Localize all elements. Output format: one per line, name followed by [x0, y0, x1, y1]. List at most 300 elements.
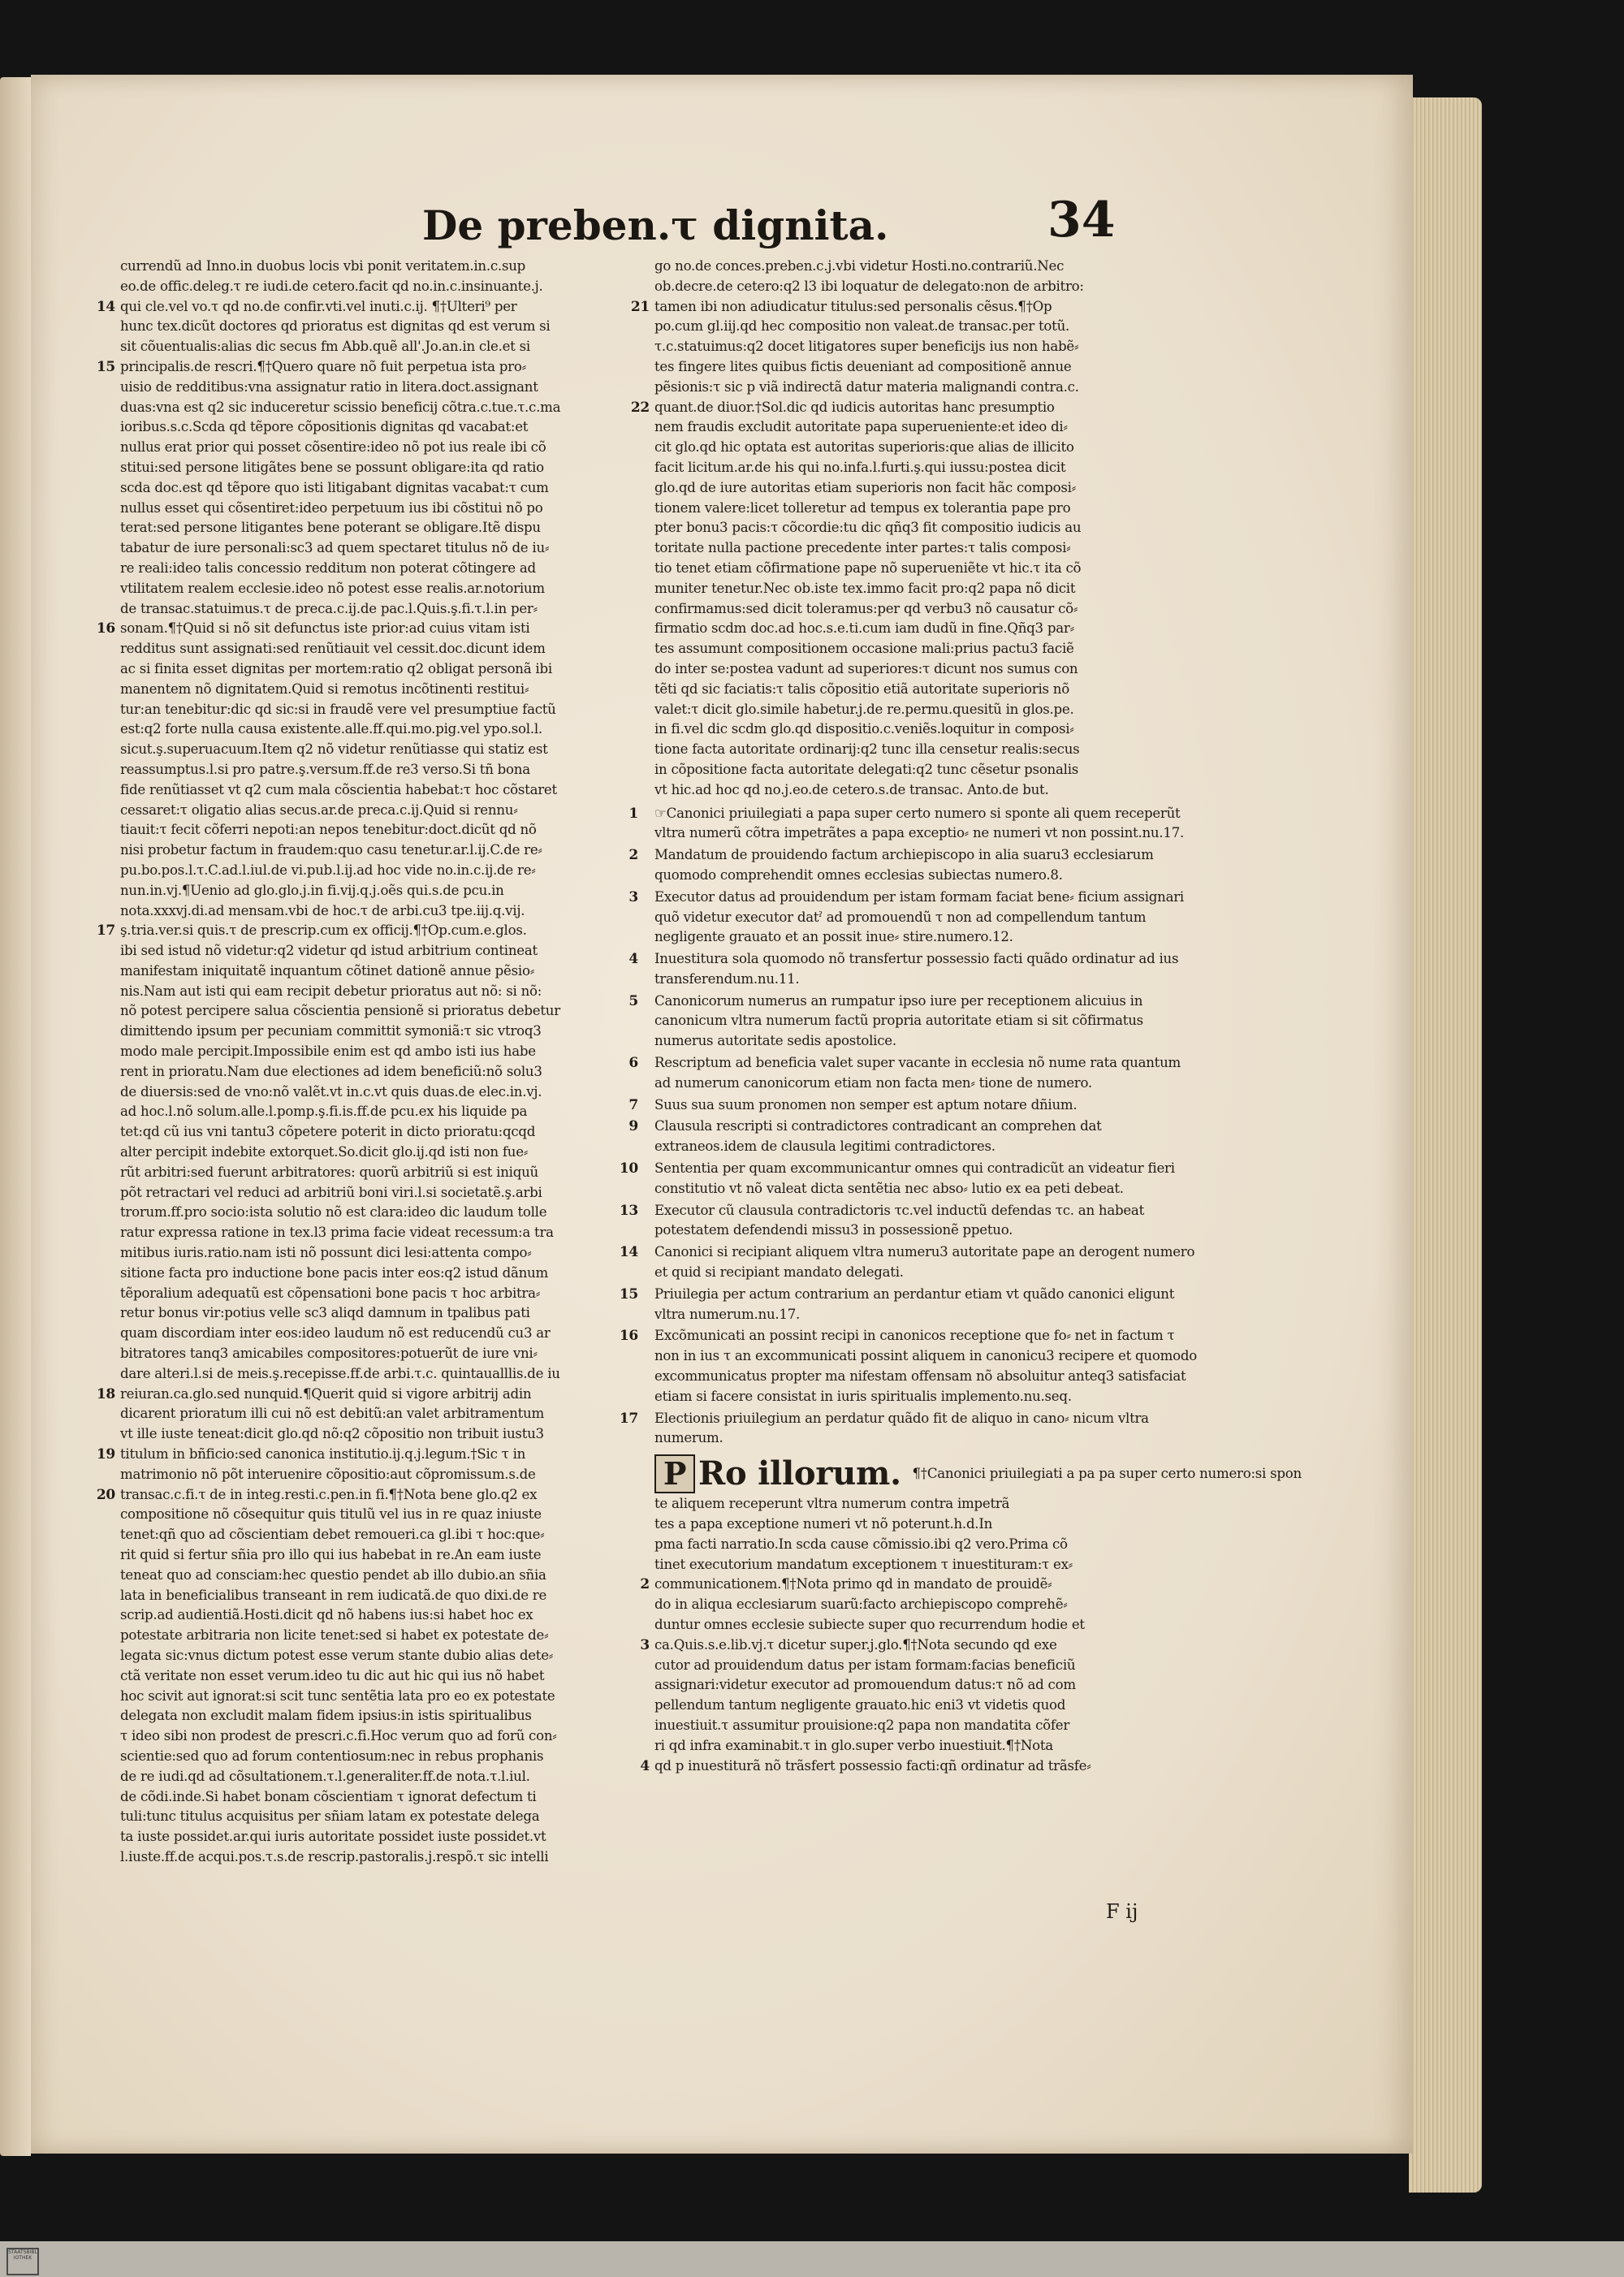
line-text: nun.in.vj.¶Uenio ad glo.glo.j.in fi.vij.q.j.oẽs qui.s.de pcu.in: [120, 882, 504, 898]
line-text: sicut.ş.superuacuum.Item q2 nõ videtur renũtiasse qui statiz est: [120, 741, 548, 758]
text-line: [654, 257, 1197, 277]
text-line: [120, 257, 637, 277]
right-text-column: [619, 257, 1302, 1776]
line-text: rũt arbitri:sed fuerunt arbitratores: quorũ arbitriũ si est iniquũ: [120, 1164, 538, 1180]
text-line: [120, 277, 637, 297]
summary-number: 9: [628, 1118, 638, 1135]
summary-item: [619, 1285, 1197, 1325]
summary-item: [619, 1242, 1197, 1283]
line-text: compositione nõ cõsequitur quis titulũ vel ius in re quaz iniuste: [120, 1506, 542, 1523]
gloss-number: 2: [640, 1576, 650, 1593]
text-line: [630, 398, 1197, 418]
summary-text: Canonicorum numerus an rumpatur ipso iure per receptionem alicuius in canonicum vltra numerum factũ propria autoritate etiam si sit cõfirmatus numerus autoritate sedis apostolice.: [654, 992, 1143, 1049]
line-text: qui cle.vel vo.τ qd no.de confir.vti.vel inuti.c.ij. ¶†Ulteri⁹ per: [120, 298, 517, 314]
text-line: [120, 378, 637, 398]
line-text: reiuran.ca.glo.sed nunquid.¶Querit quid si vigore arbitrij adin: [120, 1385, 532, 1402]
text-line: [640, 1635, 1197, 1656]
text-line: [120, 1847, 637, 1868]
text-line: [96, 921, 637, 941]
summary-number: 14: [619, 1244, 638, 1261]
line-text: currendũ ad Inno.in duobus locis vbi ponit veritatem.in.c.sup: [120, 258, 526, 274]
summary-number: 17: [619, 1410, 638, 1427]
line-text: ac si finita esset dignitas per mortem:ratio q2 obligat personã ibi: [120, 660, 552, 676]
text-line: [120, 639, 637, 659]
line-text: tinet executorium mandatum exceptionem τ inuestituram:τ ex⸗: [654, 1556, 1073, 1572]
text-line: [120, 317, 637, 337]
text-line: [96, 297, 637, 318]
line-text: nullus esset qui cõsentiret:ideo perpetuum ius ibi cõstitui nõ po: [120, 499, 543, 516]
line-text: glo.qd de iure autoritas etiam superioris non facit hãc composi⸗: [654, 479, 1076, 495]
line-text: pu.bo.pos.l.τ.C.ad.l.iul.de vi.pub.l.ij.ad hoc vide no.in.c.ij.de re⸗: [120, 862, 536, 878]
summary-text: Mandatum de prouidendo factum archiepiscopo in alia suaru3 ecclesiarum quomodo comprehendit omnes ecclesias subiectas numero.8.: [654, 847, 1154, 883]
text-line: [120, 1424, 637, 1445]
text-line: [654, 579, 1197, 599]
text-line: [120, 1223, 637, 1243]
line-text: facit licitum.ar.de his qui no.infa.l.furti.ş.qui iussu:postea dicit: [654, 459, 1066, 475]
text-line: [120, 1404, 637, 1424]
folio-number: 34: [1047, 192, 1116, 248]
line-text: duas:vna est q2 sic induceretur scissio beneficij cõtra.c.tue.τ.c.ma: [120, 399, 561, 415]
line-text: transac.c.fi.τ de in integ.resti.c.pen.in fi.¶†Nota bene glo.q2 ex: [120, 1486, 538, 1502]
line-text: pellendum tantum negligente grauato.hic eni3 vt videtis quod: [654, 1697, 1066, 1713]
text-line: [654, 1595, 1197, 1615]
line-text: scientie:sed quo ad forum contentiosum:nec in rebus prophanis: [120, 1748, 544, 1764]
line-text: tione facta autoritate ordinarij:q2 tunc illa censetur realis:secus: [654, 741, 1080, 758]
text-line: [120, 518, 637, 538]
summary-item: [628, 1095, 1197, 1116]
line-text: tẽti qd sic faciatis:τ talis cõpositio etiã autoritate superioris nõ: [654, 681, 1069, 697]
text-line: [654, 1716, 1197, 1736]
text-line: [120, 1264, 637, 1284]
text-line: [654, 1555, 1197, 1575]
summary-number: 2: [628, 847, 638, 864]
line-text: scda doc.est qd tẽpore quo isti litigabant dignitas vacabat:τ cum: [120, 479, 549, 495]
text-line: [120, 1706, 637, 1726]
text-line: [120, 659, 637, 680]
line-text: nisi probetur factum in fraudem:quo casu tenetur.ar.l.ij.C.de re⸗: [120, 842, 542, 858]
text-line: [120, 700, 637, 720]
line-text: po.cum gl.iij.qd hec compositio non valeat.de transac.per totũ.: [654, 318, 1070, 335]
line-text: ratur expressa ratione in tex.l3 prima facie videat recessum:a tra: [120, 1225, 554, 1241]
text-line: [120, 1465, 637, 1485]
gloss-number: 14: [96, 298, 115, 315]
line-text: est:q2 forte nulla causa existente.alle.ff.qui.mo.pig.vel ypo.sol.l.: [120, 721, 542, 737]
summary-number: 3: [628, 888, 638, 905]
summary-number: 4: [628, 951, 638, 968]
summary-item: [619, 1326, 1197, 1406]
line-text: eo.de offic.deleg.τ re iudi.de cetero.facit qd no.in.c.insinuante.j.: [120, 278, 543, 294]
line-text: tenet:qñ quo ad cõscientiam debet remoueri.ca gl.ibi τ hoc:que⸗: [120, 1527, 545, 1543]
line-text: dimittendo ipsum per pecuniam committit symoniã:τ sic vtroq3: [120, 1023, 542, 1039]
signature-mark: F ij: [1106, 1900, 1138, 1923]
summary-item: [628, 949, 1197, 990]
line-text: do inter se:postea vadunt ad superiores:τ dicunt nos sumus con: [654, 660, 1078, 676]
text-line: [654, 599, 1197, 620]
text-line: [654, 619, 1197, 639]
line-text: sonam.¶†Quid si nõ sit defunctus iste prior:ad cuius vitam isti: [120, 620, 530, 637]
gloss-number: 21: [630, 298, 650, 315]
summary-text: ☞Canonici priuilegiati a papa super certo numero si sponte ali quem receperũt vltra numerũ cõtra impetrãtes a papa exceptio⸗ ne numeri vt non possint.nu.17.: [654, 805, 1185, 841]
text-line: [120, 901, 637, 922]
summary-text: Electionis priuilegium an perdatur quãdo fit de aliquo in cano⸗ nicum vltra numerum.: [654, 1410, 1149, 1446]
line-text: trorum.ff.pro socio:ista solutio nõ est clara:ideo dic laudum tolle: [120, 1204, 547, 1221]
gloss-number: 16: [96, 620, 115, 637]
line-text: reassumptus.l.si pro patre.ş.versum.ff.de re3 verso.Si tñ bona: [120, 761, 530, 777]
text-line: [120, 680, 637, 700]
line-text: principalis.de rescri.¶†Quero quare nõ fuit perpetua ista pro⸗: [120, 358, 526, 374]
text-line: [120, 1767, 637, 1787]
text-line: [120, 1284, 637, 1304]
text-line: [120, 820, 637, 840]
summary-item: [619, 1409, 1197, 1450]
text-line: [120, 1586, 637, 1606]
book-page-edges: [1409, 97, 1482, 2193]
commentary-lines: [640, 1494, 1197, 1776]
line-text: matrimonio nõ põt interuenire cõpositio:aut cõpromissum.s.de: [120, 1466, 536, 1482]
line-text: retur bonus vir:potius velle sc3 aliqd damnum in tpalibus pati: [120, 1305, 530, 1321]
line-text: nullus erat prior qui posset cõsentire:ideo nõ pot ius reale ibi cõ: [120, 439, 546, 456]
text-line: [120, 1566, 637, 1586]
summary-number: 6: [628, 1055, 638, 1072]
line-text: vt ille iuste teneat:dicit glo.qd nõ:q2 cõpositio non tribuit iustu3: [120, 1426, 544, 1442]
text-line: [654, 378, 1197, 398]
text-line: [120, 801, 637, 821]
gloss-number: 4: [640, 1757, 650, 1774]
summary-text: Priuilegia per actum contrarium an perdantur etiam vt quãdo canonici eligunt vltra numerum.nu.17.: [654, 1285, 1175, 1322]
text-line: [120, 1827, 637, 1847]
line-text: in fi.vel dic scdm glo.qd dispositio.c.veniẽs.loquitur in composi⸗: [654, 721, 1074, 737]
line-text: de diuersis:sed de vno:nõ valẽt.vt in.c.vt quis duas.de elec.in.vj.: [120, 1083, 542, 1100]
text-line: [120, 1787, 637, 1808]
text-line: [654, 337, 1197, 357]
text-line: [654, 559, 1197, 579]
text-line: [96, 619, 637, 639]
gloss-number: 18: [96, 1385, 115, 1402]
line-text: ca.Quis.s.e.lib.vj.τ dicetur super.j.glo.¶†Nota secundo qd exe: [654, 1636, 1057, 1653]
gloss-number: 15: [96, 358, 115, 375]
decorated-initial: P: [654, 1454, 695, 1493]
line-text: nis.Nam aut isti qui eam recipit debetur prioratus aut nõ: si nõ:: [120, 983, 542, 999]
viewer-footer-bar: [0, 2241, 1624, 2277]
summary-item: [628, 888, 1197, 948]
text-line: [654, 357, 1197, 378]
summary-number: 10: [619, 1160, 638, 1177]
text-line: [120, 1143, 637, 1163]
line-text: pter bonu3 pacis:τ cõcordie:tu dic qñq3 fit compositio iudicis au: [654, 520, 1082, 536]
line-text: manifestam iniquitatẽ inquantum cõtinet dationẽ annue pẽsio⸗: [120, 962, 534, 979]
text-line: [654, 458, 1197, 478]
summary-text: Rescriptum ad beneficia valet super vacante in ecclesia nõ nume rata quantum ad numerum canonicorum etiam non facta men⸗ tione de numero.: [654, 1055, 1181, 1091]
section-heading: [654, 1454, 1302, 1494]
line-text: tẽporalium adequatũ est cõpensationi bone pacis τ hoc arbitra⸗: [120, 1285, 541, 1301]
text-line: [120, 1687, 637, 1707]
text-line: [654, 1736, 1197, 1756]
line-text: põt retractari vel reduci ad arbitriũ boni viri.l.si societatẽ.ş.arbi: [120, 1184, 542, 1200]
line-text: legata sic:vnus dictum potest esse verum stante dubio alias dete⸗: [120, 1647, 554, 1663]
text-line: [654, 499, 1197, 519]
line-text: ri qd infra examinabit.τ in glo.super verbo inuestiuit.¶†Nota: [654, 1737, 1053, 1753]
text-line: [120, 740, 637, 760]
facing-page-edge: [0, 77, 31, 2156]
line-text: nem fraudis excludit autoritate papa superueniente:et ideo di⸗: [654, 419, 1068, 435]
text-line: [120, 1102, 637, 1122]
line-text: mitibus iuris.ratio.nam isti nõ possunt dici lesi:attenta compo⸗: [120, 1245, 532, 1261]
summaries-list: [619, 804, 1197, 1450]
line-text: de re iudi.qd ad cõsultationem.τ.l.generaliter.ff.de nota.τ.l.iul.: [120, 1768, 530, 1784]
text-line: [654, 478, 1197, 499]
line-text: dicarent prioratum illi cui nõ est debitũ:an valet arbitramentum: [120, 1406, 544, 1422]
text-line: [120, 760, 637, 780]
line-text: fide renũtiasset vt q2 cum mala cõscientia habebat:τ hoc cõstaret: [120, 781, 557, 797]
text-line: [120, 1344, 637, 1364]
line-text: de cõdi.inde.Si habet bonam cõscientiam τ ignorat defectum ti: [120, 1788, 537, 1804]
text-line: [120, 1022, 637, 1042]
text-line: [120, 1626, 637, 1646]
line-text: cessaret:τ oligatio alias secus.ar.de preca.c.ij.Quid si rennu⸗: [120, 801, 518, 818]
line-text: de transac.statuimus.τ de preca.c.ij.de pac.l.Quis.ş.fi.τ.l.in per⸗: [120, 600, 538, 616]
text-line: [120, 941, 637, 961]
text-line: [654, 1514, 1197, 1535]
summary-text: Clausula rescripti si contradictores contradicant an comprehen dat extraneos.idem de clausula legitimi contradictores.: [654, 1118, 1102, 1155]
text-line: [120, 1243, 637, 1264]
text-line: [120, 780, 637, 801]
line-text: τ ideo sibi non prodest de prescri.c.fi.Hoc verum quo ad forũ con⸗: [120, 1728, 557, 1744]
summary-item: [628, 845, 1197, 886]
line-text: ta iuste possidet.ar.qui iuris autoritate possidet iuste possidet.vt: [120, 1829, 546, 1845]
line-text: communicationem.¶†Nota primo qd in mandato de prouidẽ⸗: [654, 1576, 1052, 1592]
line-text: alter percipit indebite extorquet.So.dicit glo.ij.qd isti non fue⸗: [120, 1144, 529, 1160]
text-line: [654, 1535, 1197, 1555]
text-line: [654, 317, 1197, 337]
line-text: tabatur de iure personali:sc3 ad quem spectaret titulus nõ de iu⸗: [120, 540, 550, 556]
text-line: [120, 1605, 637, 1626]
text-line: [654, 719, 1197, 740]
summary-item: [619, 1159, 1197, 1199]
summary-text: Canonici si recipiant aliquem vltra numeru3 autoritate pape an derogent numero et quid si recipiant mandato delegati.: [654, 1244, 1195, 1281]
text-line: [120, 1183, 637, 1203]
text-line: [654, 1675, 1197, 1696]
text-line: [120, 478, 637, 499]
line-text: dare alteri.l.si de meis.ş.recepisse.ff.de arbi.τ.c. quintaualllis.de iu: [120, 1365, 560, 1381]
text-line: [654, 538, 1197, 559]
gloss-number: 20: [96, 1486, 115, 1503]
line-text: stitui:sed persone litigãtes bene se possunt obligare:ita qd ratio: [120, 459, 544, 475]
line-text: go no.de conces.preben.c.j.vbi videtur Hosti.no.contrariũ.Nec: [654, 258, 1065, 274]
text-line: [630, 297, 1197, 318]
text-line: [654, 1615, 1197, 1635]
line-text: pma facti narratio.In scda cause cõmissio.ibi q2 vero.Prima cõ: [654, 1536, 1068, 1552]
text-line: [120, 961, 637, 982]
line-text: tiauit:τ fecit cõferri nepoti:an nepos tenebitur:doct.dicũt qd nõ: [120, 822, 537, 838]
line-text: pẽsionis:τ sic p viã indirectã datur materia malignandi contra.c.: [654, 378, 1079, 395]
text-line: [654, 700, 1197, 720]
text-line: [120, 1062, 637, 1082]
text-line: [120, 1163, 637, 1183]
text-line: [96, 1445, 637, 1465]
text-line: [120, 1122, 637, 1143]
text-line: [96, 357, 637, 378]
line-text: toritate nulla pactione precedente inter partes:τ talis composi⸗: [654, 540, 1071, 556]
summary-item: [619, 1201, 1197, 1242]
section-heading-gloss: ¶†Canonici priuilegiati a pa pa super certo numero:si spon: [912, 1466, 1302, 1482]
line-text: qd p inuestiturã nõ trãsfert possessio facti:qñ ordinatur ad trãsfe⸗: [654, 1757, 1091, 1774]
line-text: redditus sunt assignati:sed renũtiauit vel cessit.doc.dicunt idem: [120, 641, 546, 657]
summary-item: [628, 1117, 1197, 1157]
text-line: [120, 1807, 637, 1827]
line-text: tuli:tunc titulus acquisitus per sñiam latam ex potestate delega: [120, 1808, 540, 1825]
text-line: [120, 1364, 637, 1385]
summary-number: 16: [619, 1328, 638, 1345]
text-line: [120, 1203, 637, 1223]
text-line: [654, 639, 1197, 659]
line-text: rent in prioratu.Nam due electiones ad idem beneficiũ:nõ solu3: [120, 1063, 542, 1079]
line-text: quant.de diuor.†Sol.dic qd iudicis autoritas hanc presumptio: [654, 399, 1055, 415]
line-text: tet:qd cũ ius vni tantu3 cõpetere poterit in dicto prioratu:qcqd: [120, 1124, 536, 1140]
line-text: modo male percipit.Impossibile enim est qd ambo isti ius habe: [120, 1043, 536, 1060]
text-line: [120, 438, 637, 458]
line-text: do in aliqua ecclesiarum suarũ:facto archiepiscopo comprehẽ⸗: [654, 1596, 1068, 1613]
summary-text: Inuestitura sola quomodo nõ transfertur possessio facti quãdo ordinatur ad ius transferendum.nu.11.: [654, 951, 1179, 987]
summary-text: Excõmunicati an possint recipi in canonicos receptione que fo⸗ net in factum τ non in ius τ an excommunicati possint aliquem in canonicu3 recipere et quomodo excommunicatus propter ma nifestam offensam nõ absoluitur anteq3 satisfaciat etiam si facere consistat in iuris spiritualis implemento.nu.seq.: [654, 1328, 1197, 1404]
line-text: rit quid si fertur sñia pro illo qui ius habebat in re.An eam iuste: [120, 1547, 542, 1562]
gloss-number: 22: [630, 399, 650, 416]
text-line: [654, 780, 1197, 801]
text-line: [654, 659, 1197, 680]
line-text: manentem nõ dignitatem.Quid si remotus incõtinenti restitui⸗: [120, 681, 529, 697]
line-text: hoc scivit aut ignorat:si scit tunc sentẽtia lata pro eo ex potestate: [120, 1687, 555, 1704]
line-text: sitione facta pro inductione bone pacis inter eos:q2 istud dãnum: [120, 1264, 548, 1281]
line-text: vtilitatem realem ecclesie.ideo nõ potest esse realis.ar.notorium: [120, 580, 545, 596]
line-text: l.iuste.ff.de acqui.pos.τ.s.de rescrip.pastoralis.j.respõ.τ sic intelli: [120, 1848, 549, 1864]
text-line: [120, 579, 637, 599]
text-line: [120, 861, 637, 881]
line-text: ad hoc.l.nõ solum.alle.l.pomp.ş.fi.is.ff.de pcu.ex his liquide pa: [120, 1104, 528, 1120]
line-text: ctã veritate non esset verum.ideo tu dic aut hic qui ius nõ habet: [120, 1667, 545, 1683]
line-text: ob.decre.de cetero:q2 l3 ibi loquatur de delegato:non de arbitro:: [654, 278, 1084, 294]
line-text: confirmamus:sed dicit toleramus:per qd verbu3 nõ causatur cõ⸗: [654, 600, 1078, 616]
gloss-number: 3: [640, 1636, 650, 1653]
line-text: hunc tex.dicũt doctores qd prioratus est dignitas qd est verum si: [120, 318, 551, 335]
right-column-gloss: [630, 257, 1197, 801]
text-line: [640, 1575, 1197, 1595]
text-line: [654, 740, 1197, 760]
summary-item: [628, 992, 1197, 1052]
line-text: sit cõuentualis:alias dic secus fm Abb.quẽ all'.Jo.an.in cle.et si: [120, 339, 530, 355]
summary-text: Executor cũ clausula contradictoris τc.vel inductũ defendas τc. an habeat potestatem defendendi missu3 in possessionẽ ppetuo.: [654, 1202, 1144, 1238]
text-line: [120, 538, 637, 559]
text-line: [120, 1666, 637, 1687]
text-line: [120, 1505, 637, 1525]
line-text: scrip.ad audientiã.Hosti.dicit qd nõ habens ius:si habet hoc ex: [120, 1607, 533, 1623]
summary-text: Sententia per quam excommunicantur omnes qui contradicũt an videatur fieri constitutio vt nõ valeat dicta sentẽtia nec abso⸗ lutio ex ea peti debeat.: [654, 1160, 1175, 1196]
text-line: [120, 1042, 637, 1062]
text-line: [120, 1303, 637, 1324]
line-text: vt hic.ad hoc qd no.j.eo.de cetero.s.de transac. Anto.de but.: [654, 781, 1049, 797]
text-line: [120, 1646, 637, 1666]
text-line: [640, 1756, 1197, 1777]
line-text: delegata non excludit malam fidem ipsius:in istis spiritualibus: [120, 1708, 532, 1724]
line-text: inuestiuit.τ assumitur prouisione:q2 papa non mandatita cõfer: [654, 1717, 1070, 1733]
text-line: [654, 1656, 1197, 1676]
text-line: [120, 1545, 637, 1566]
line-text: in cõpositione facta autoritate delegati:q2 tunc cẽsetur psonalis: [654, 761, 1079, 777]
line-text: valet:τ dicit glo.simile habetur.j.de re.permu.quesitũ in glos.pe.: [654, 701, 1074, 717]
line-text: potestate arbitraria non licite tenet:sed si habet ex potestate de⸗: [120, 1627, 549, 1644]
line-text: cit glo.qd hic optata est autoritas superioris:que alias de illicito: [654, 439, 1074, 456]
text-line: [654, 760, 1197, 780]
line-text: nõ potest percipere salua cõscientia pensionẽ si prioratus debetur: [120, 1003, 560, 1019]
line-text: ş.tria.ver.si quis.τ de prescrip.cum ex officij.¶†Op.cum.e.glos.: [120, 922, 527, 939]
summary-number: 7: [628, 1096, 638, 1113]
line-text: lata in beneficialibus transeant in rem iudicatã.de quo dixi.de re: [120, 1587, 547, 1603]
line-text: uisio de redditibus:vna assignatur ratio in litera.doct.assignant: [120, 378, 538, 395]
gloss-number: 17: [96, 922, 115, 940]
text-line: [120, 719, 637, 740]
text-line: [654, 417, 1197, 438]
line-text: cutor ad prouidendum datus per istam formam:facias beneficiũ: [654, 1657, 1076, 1673]
summary-number: 5: [628, 992, 638, 1009]
line-text: ibi sed istud nõ videtur:q2 videtur qd istud arbitrium contineat: [120, 943, 538, 959]
line-text: bitratores tanq3 amicabiles compositores:potuerũt de iure vni⸗: [120, 1346, 538, 1362]
text-line: [120, 1324, 637, 1344]
line-text: nota.xxxvj.di.ad mensam.vbi de hoc.τ de arbi.cu3 tpe.iij.q.vij.: [120, 902, 525, 918]
line-text: quam discordiam inter eos:ideo laudum nõ est reducendũ cu3 ar: [120, 1325, 551, 1342]
line-text: tes assumunt compositionem occasione mali:prius pactu3 faciẽ: [654, 641, 1074, 657]
summary-item: [628, 1053, 1197, 1094]
text-line: [654, 518, 1197, 538]
text-line: [120, 881, 637, 901]
line-text: teneat quo ad consciam:hec questio pendet ab illo dubio.an sñia: [120, 1566, 546, 1583]
summary-item: [628, 804, 1197, 845]
line-text: tes a papa exceptione numeri vt nõ poterunt.h.d.In: [654, 1516, 993, 1532]
text-line: [654, 1494, 1197, 1514]
line-text: tamen ibi non adiudicatur titulus:sed personalis cẽsus.¶†Op: [654, 298, 1052, 314]
line-text: τ.c.statuimus:q2 docet litigatores super beneficijs ius non habẽ⸗: [654, 339, 1079, 355]
line-text: ioribus.s.c.Scda qd tẽpore cõpositionis dignitas qd vacabat:et: [120, 419, 529, 435]
line-text: tio tenet etiam cõfirmatione pape nõ superueniẽte vt hic.τ ita cõ: [654, 560, 1082, 576]
summary-text: Suus sua suum pronomen non semper est aptum notare dñium.: [654, 1096, 1078, 1113]
text-line: [120, 559, 637, 579]
running-head: De preben.τ dignita.: [422, 201, 889, 249]
line-text: tionem valere:licet tolleretur ad tempus ex tolerantia pape pro: [654, 499, 1071, 516]
line-text: terat:sed persone litigantes bene poterant se obligare.Itẽ dispu: [120, 520, 541, 536]
summary-number: 1: [628, 805, 638, 822]
text-line: [120, 1726, 637, 1747]
commentary-section: [640, 1454, 1302, 1776]
text-line: [654, 277, 1197, 297]
library-logo: [6, 2248, 39, 2275]
text-line: [654, 680, 1197, 700]
text-line: [120, 1082, 637, 1103]
line-text: tur:an tenebitur:dic qd sic:si in fraudẽ vere vel presumptiue factũ: [120, 701, 556, 717]
summary-text: Executor datus ad prouidendum per istam formam faciat bene⸗ ficium assignari quõ videtur executor datˀ ad promouendũ τ non ad compellendum tantum negligente grauato et an possit inue⸗ stire.numero.12.: [654, 888, 1184, 945]
text-line: [96, 1485, 637, 1506]
text-line: [120, 840, 637, 861]
text-line: [120, 1525, 637, 1545]
line-text: te aliquem receperunt vltra numerum contra impetrã: [654, 1496, 1010, 1512]
line-text: firmatio scdm doc.ad hoc.s.e.ti.cum iam dudũ in fine.Qñq3 par⸗: [654, 620, 1074, 637]
text-line: [654, 438, 1197, 458]
text-line: [96, 1385, 637, 1405]
line-text: re reali:ideo talis concessio redditum non poterat cõtingere ad: [120, 560, 536, 576]
text-line: [120, 982, 637, 1002]
text-line: [120, 1001, 637, 1022]
summary-number: 13: [619, 1202, 638, 1219]
line-text: duntur omnes ecclesie subiecte super quo recurrendum hodie et: [654, 1617, 1085, 1632]
text-line: [120, 1747, 637, 1767]
text-line: [120, 499, 637, 519]
text-line: [120, 458, 637, 478]
